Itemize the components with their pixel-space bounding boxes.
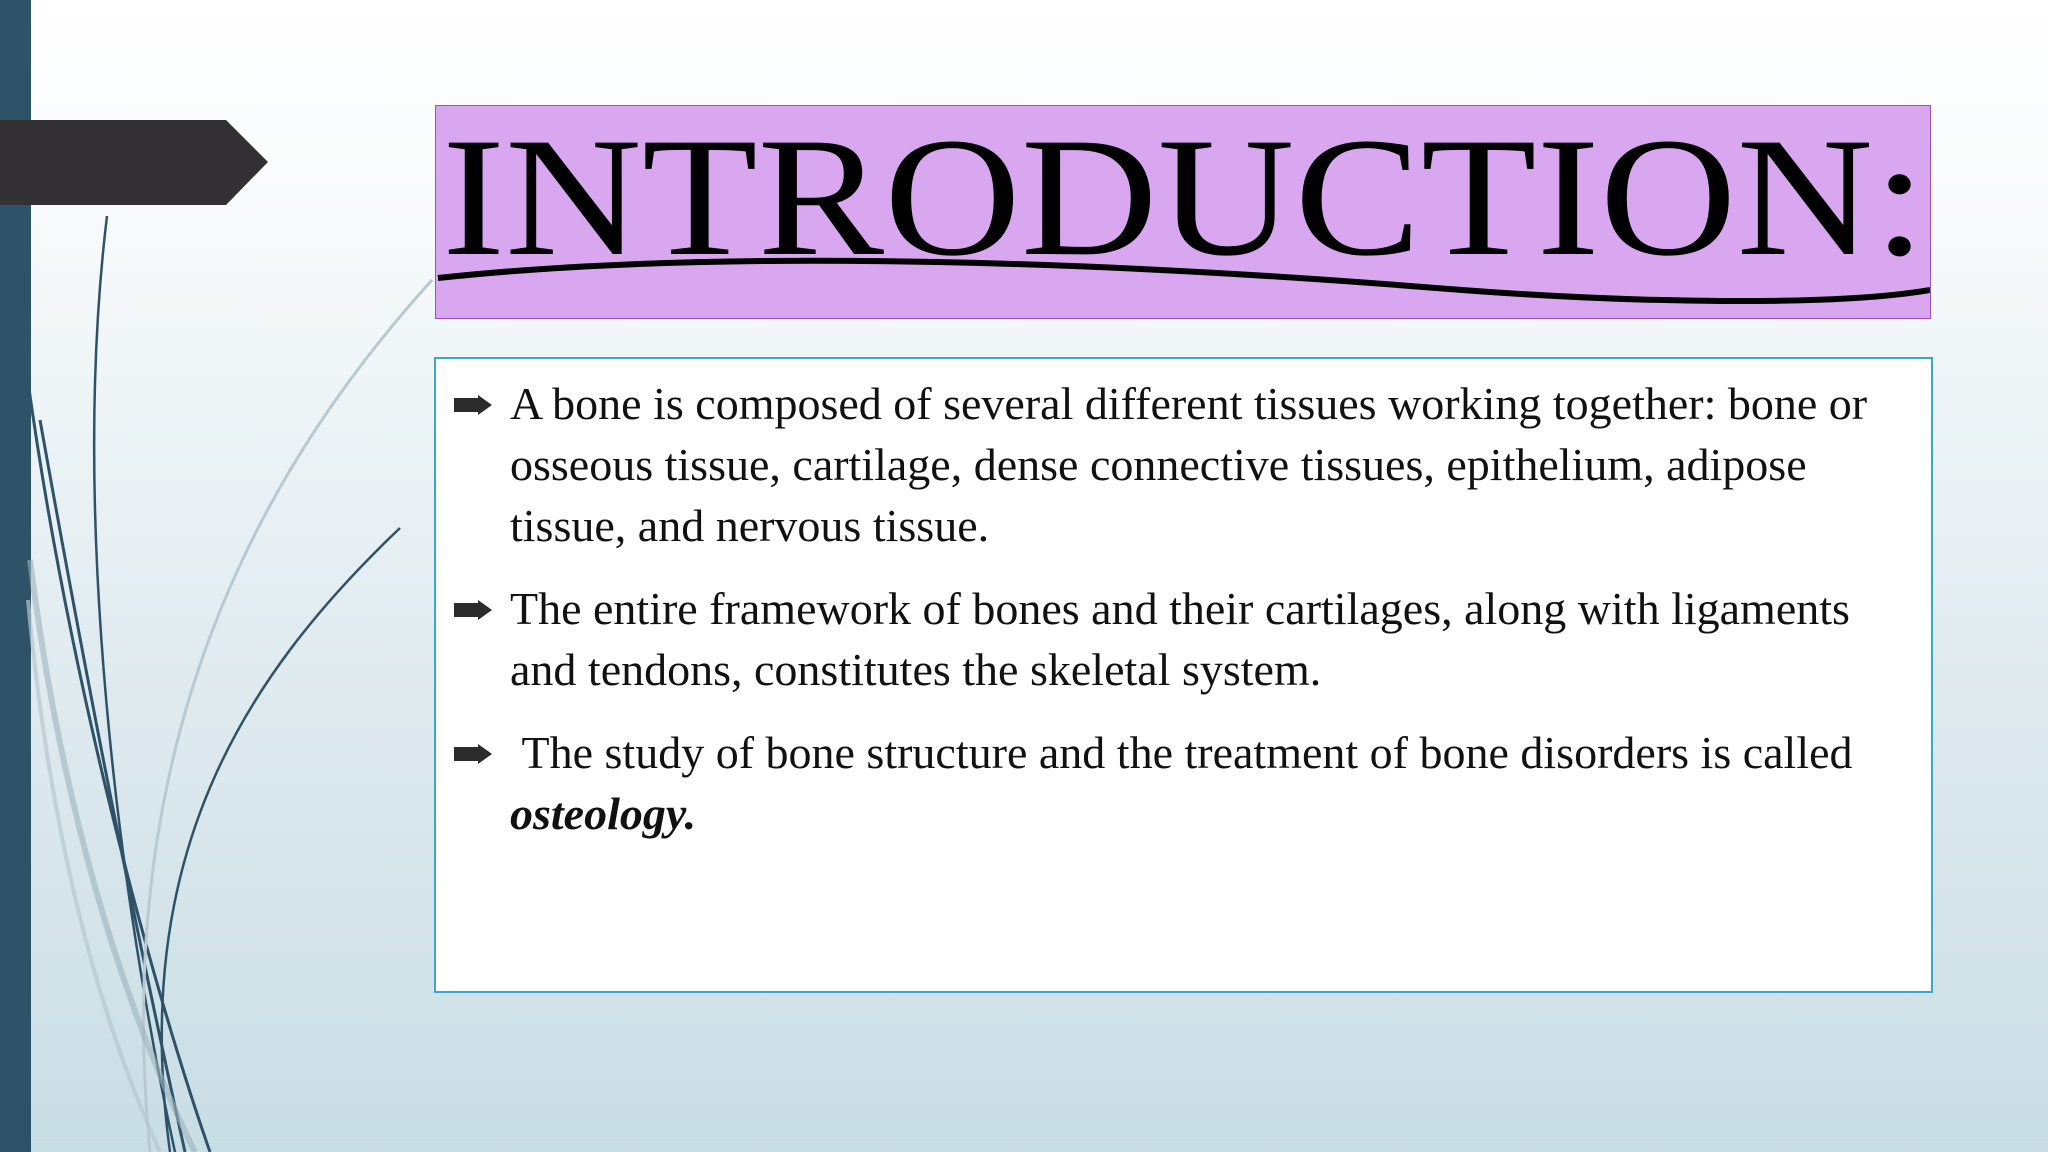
list-item	[510, 722, 1871, 844]
title-tab-arrow	[0, 120, 268, 205]
content-panel	[434, 357, 1933, 993]
bullet-list	[510, 373, 1871, 844]
bullet-text: The study of bone structure and the treatment of bone disorders is called	[510, 727, 1865, 778]
title-banner	[435, 105, 1931, 319]
list-item	[510, 578, 1871, 700]
list-item	[510, 373, 1871, 556]
arrow-bullet-icon	[454, 744, 492, 764]
bullet-text: The entire framework of bones and their cartilages, along with ligaments and tendons, constitutes the skeletal system.	[510, 583, 1850, 695]
title-wordart	[436, 106, 1931, 319]
key-term-osteology: osteology.	[510, 788, 697, 839]
arrow-bullet-icon	[454, 395, 492, 415]
bullet-text: A bone is composed of several different tissues working together: bone or osseous tissue, cartilage, dense connective tissues, epithelium, adipose tissue, and nervous tissue.	[510, 378, 1868, 551]
page-title: INTRODUCTION:	[442, 106, 1926, 291]
arrow-bullet-icon	[454, 600, 492, 620]
